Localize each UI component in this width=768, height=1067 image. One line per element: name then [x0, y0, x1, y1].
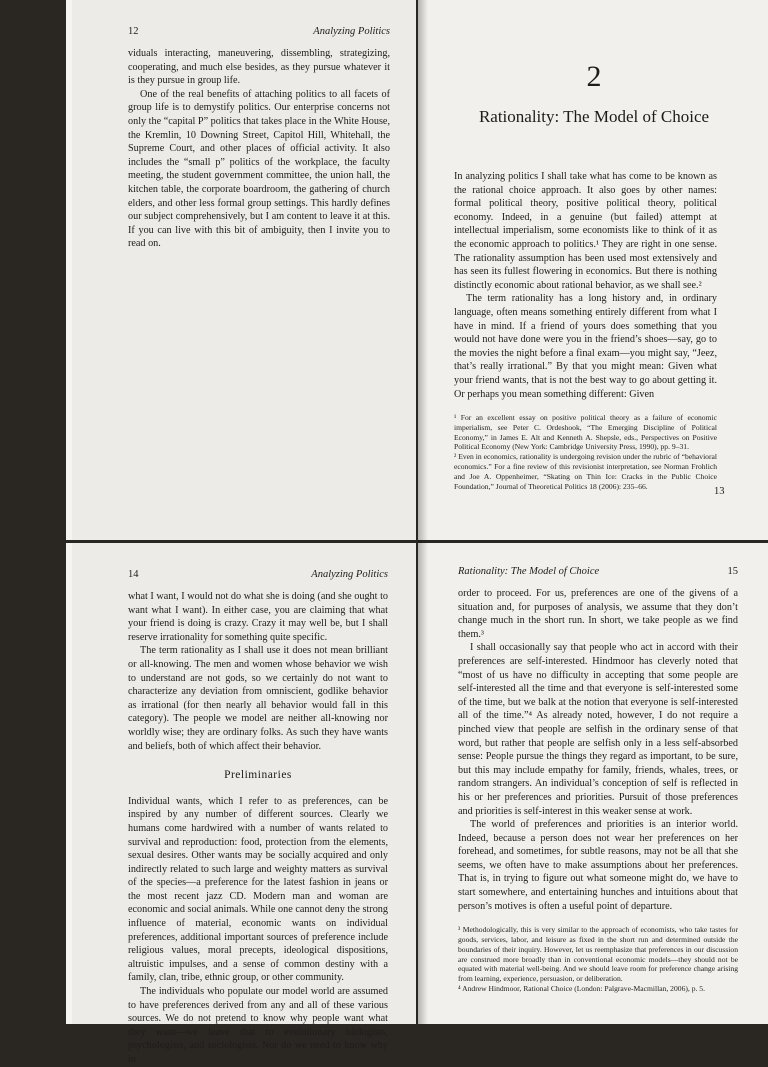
paragraph: One of the real benefits of attaching politics to all facets of group life is to demystify politics. Our enterprise concerns not only the “capital P” politics that takes place in the White House, the Kremlin, 10 Downing Street, Capitol Hill, Whitehall, the Supreme Court, and other places of official activity. It also includes the “small p” politics of the workplace, the faculty meeting, the student government committee, the union hall, the kitchen table, the corporate boardroom, the gathering of church elders, and other less formal group settings. This hardly defines our subject comprehensively, but I am content to leave it at this. If you can live with this bit of ambiguity, then I invite you to read on.: [128, 88, 390, 250]
paragraph: The term rationality as I shall use it does not mean brilliant or all-knowing. The men and women whose behavior we wish to understand are not gods, so we certainly do not want to characterize any deviation from omniscient, godlike behavior as irrational (for then nearly all behavior would fall in this category). The people we model are neither all-knowing nor worldly wise; they are ordinary folks. As such they have wants and beliefs, both of which affect their behavior.: [128, 645, 388, 752]
running-head: Rationality: The Model of Choice: [458, 566, 600, 577]
page-number: 15: [727, 566, 738, 577]
running-head: Analyzing Politics: [311, 569, 388, 580]
page-header: [128, 568, 388, 590]
page-14: [66, 543, 416, 1065]
chapter-number: 2: [586, 60, 602, 93]
paragraph: The term rationality has a long history and, in ordinary language, often means something entirely different from what I have in mind. If a friend of yours does something that you would not have done were you in the friend’s shoes—say, go to the movies the night before a final exam—you might say, “Jeez, that’s really irrational.” By that you might mean: Given what your friend wants, that is not the best way to go about getting it. Or perhaps you mean something different: Given: [454, 293, 717, 400]
paragraph: The individuals who populate our model world are assumed to have preferences derived from any and all of these various sources. We do not pretend to know why people want what they want—we leave that to evolutionary biologists, psychologists, and sociologists. Nor do we need to know why in: [128, 986, 388, 1065]
paragraph: order to proceed. For us, preferences are one of the givens of a situation and, for purposes of analysis, we assume that they don’t change much in the short run. In short, we take people as we find them.³: [458, 588, 738, 640]
footnotes: [458, 925, 738, 994]
page-number: 14: [128, 569, 139, 580]
paragraph: I shall occasionally say that people who act in accord with their preferences are self-interested. Hindmoor has cleverly noted that “most of us have no difficulty in accepting that some people are self-interested all the time and that everyone is self-interested some of the time, but we balk at the notion that everyone is self-interested all of the time.”⁴ As already noted, however, I do not require a pinched view that people are selfish in the ordinary sense of that word, but rather that people are selfish only in a less self-absorbed sense: People pursue the things they regard as important, to be sure, but this may include empathy for family, friends, whales, trees, or random strangers. An individual’s conception of self is reflected in his or her preferences and priorities. Pursuit of those preferences and priorities is self-interest in this weaker sense at work.: [458, 642, 738, 817]
footnote: ¹ For an excellent essay on positive political theory as a failure of economic imperialism, see Peter C. Ordeshook, “The Emerging Discipline of Political Economy,” in James E. Alt and Kenneth A. Shepsle, eds., Perspectives on Positive Political Economy (New York: Cambridge University Press, 1990), pp. 9–31.: [454, 413, 717, 452]
spine-shadow: [418, 0, 428, 1024]
footnotes: [454, 413, 717, 491]
paragraph: In analyzing politics I shall take what has come to be known as the rational choice approach. It also goes by other names: formal political theory, positive political theory, political economy. Indeed, in a genuine (but failed) attempt at intellectual imperialism, some economists like to think of it as the economic approach to politics.¹ They are right in one sense. The rationality assumption has been used most extensively and has seen its fullest flowering in economics. But there is nothing distinctly economic about rational behavior, as we shall see.²: [454, 171, 717, 291]
paragraph: Individual wants, which I refer to as preferences, can be inspired by any number of different sources. Clearly we humans come hardwired with a number of wants related to survival and reproduction: food, protection from the elements, sexual desires. Other wants may be socially acquired and only indirectly related to such large and weighty matters as survival of the species—a preference for the latest fashion in jeans or the most recent jazz CD. Modern man and woman are economic and social animals. While one cannot deny the strong influence of material, economic wants on individual preferences, additional important sources of preference include religious values, moral precepts, ideological dispositions, altruistic impulses, and a sense of common destiny with a family, clan, tribe, ethnic group, or other community.: [128, 795, 388, 984]
running-head: Analyzing Politics: [313, 26, 390, 37]
paragraph: what I want, I would not do what she is doing (and she ought to want what I want). In either case, you are claiming that what your friend is doing is crazy. Crazy it may well be, but I shall reserve irrationality for something quite specific.: [128, 591, 388, 643]
page-12: [66, 0, 416, 540]
page-number: 12: [128, 26, 139, 37]
paragraph: The world of preferences and priorities is an interior world. Indeed, because a person does not wear her preferences on her forehead, and sometimes, for subtle reasons, may not be all that she seems, we often have to make assumptions about her preferences. That is, in trying to figure out what someone might do, we have to start somewhere, and entertaining hunches and intuitions about that person’s motives is often a useful point of departure.: [458, 819, 738, 912]
footnote: ³ Methodologically, this is very similar to the approach of economists, who take tastes for goods, services, labor, and leisure as fixed in the short run and determined outside the boundaries of their inquiry. However, let us reemphasize that preferences in our discussion are construed more broadly than in conventional economic models—they should not be equated with material well-being. And we should leave room for preference change arising from learning, experience, persuasion, or deliberation.: [458, 925, 738, 984]
footnote: ⁴ Andrew Hindmoor, Rational Choice (London: Palgrave-Macmillan, 2006), p. 5.: [458, 984, 705, 994]
page-header: [458, 565, 738, 587]
page-13: [418, 0, 768, 540]
paragraph: viduals interacting, maneuvering, dissembling, strategizing, cooperating, and much else besides, as they pursue whatever it is they pursue in group life.: [128, 48, 390, 87]
chapter-title: Rationality: The Model of Choice: [478, 107, 710, 126]
section-heading: Preliminaries: [224, 769, 292, 782]
page-header: [128, 25, 390, 47]
page-15: [418, 543, 768, 1024]
page-number: 13: [714, 486, 725, 497]
chapter-body: [454, 170, 717, 401]
footnote: ² Even in economics, rationality is undergoing revision under the rubric of “behavioral economics.” For a fine review of this revisionist interpretation, see Norman Frohlich and Joe A. Oppenheimer, “Skating on Thin Ice: Cracks in the Public Choice Foundation,” Journal of Theoretical Politics 18 (2006): 235–66.: [454, 452, 717, 491]
